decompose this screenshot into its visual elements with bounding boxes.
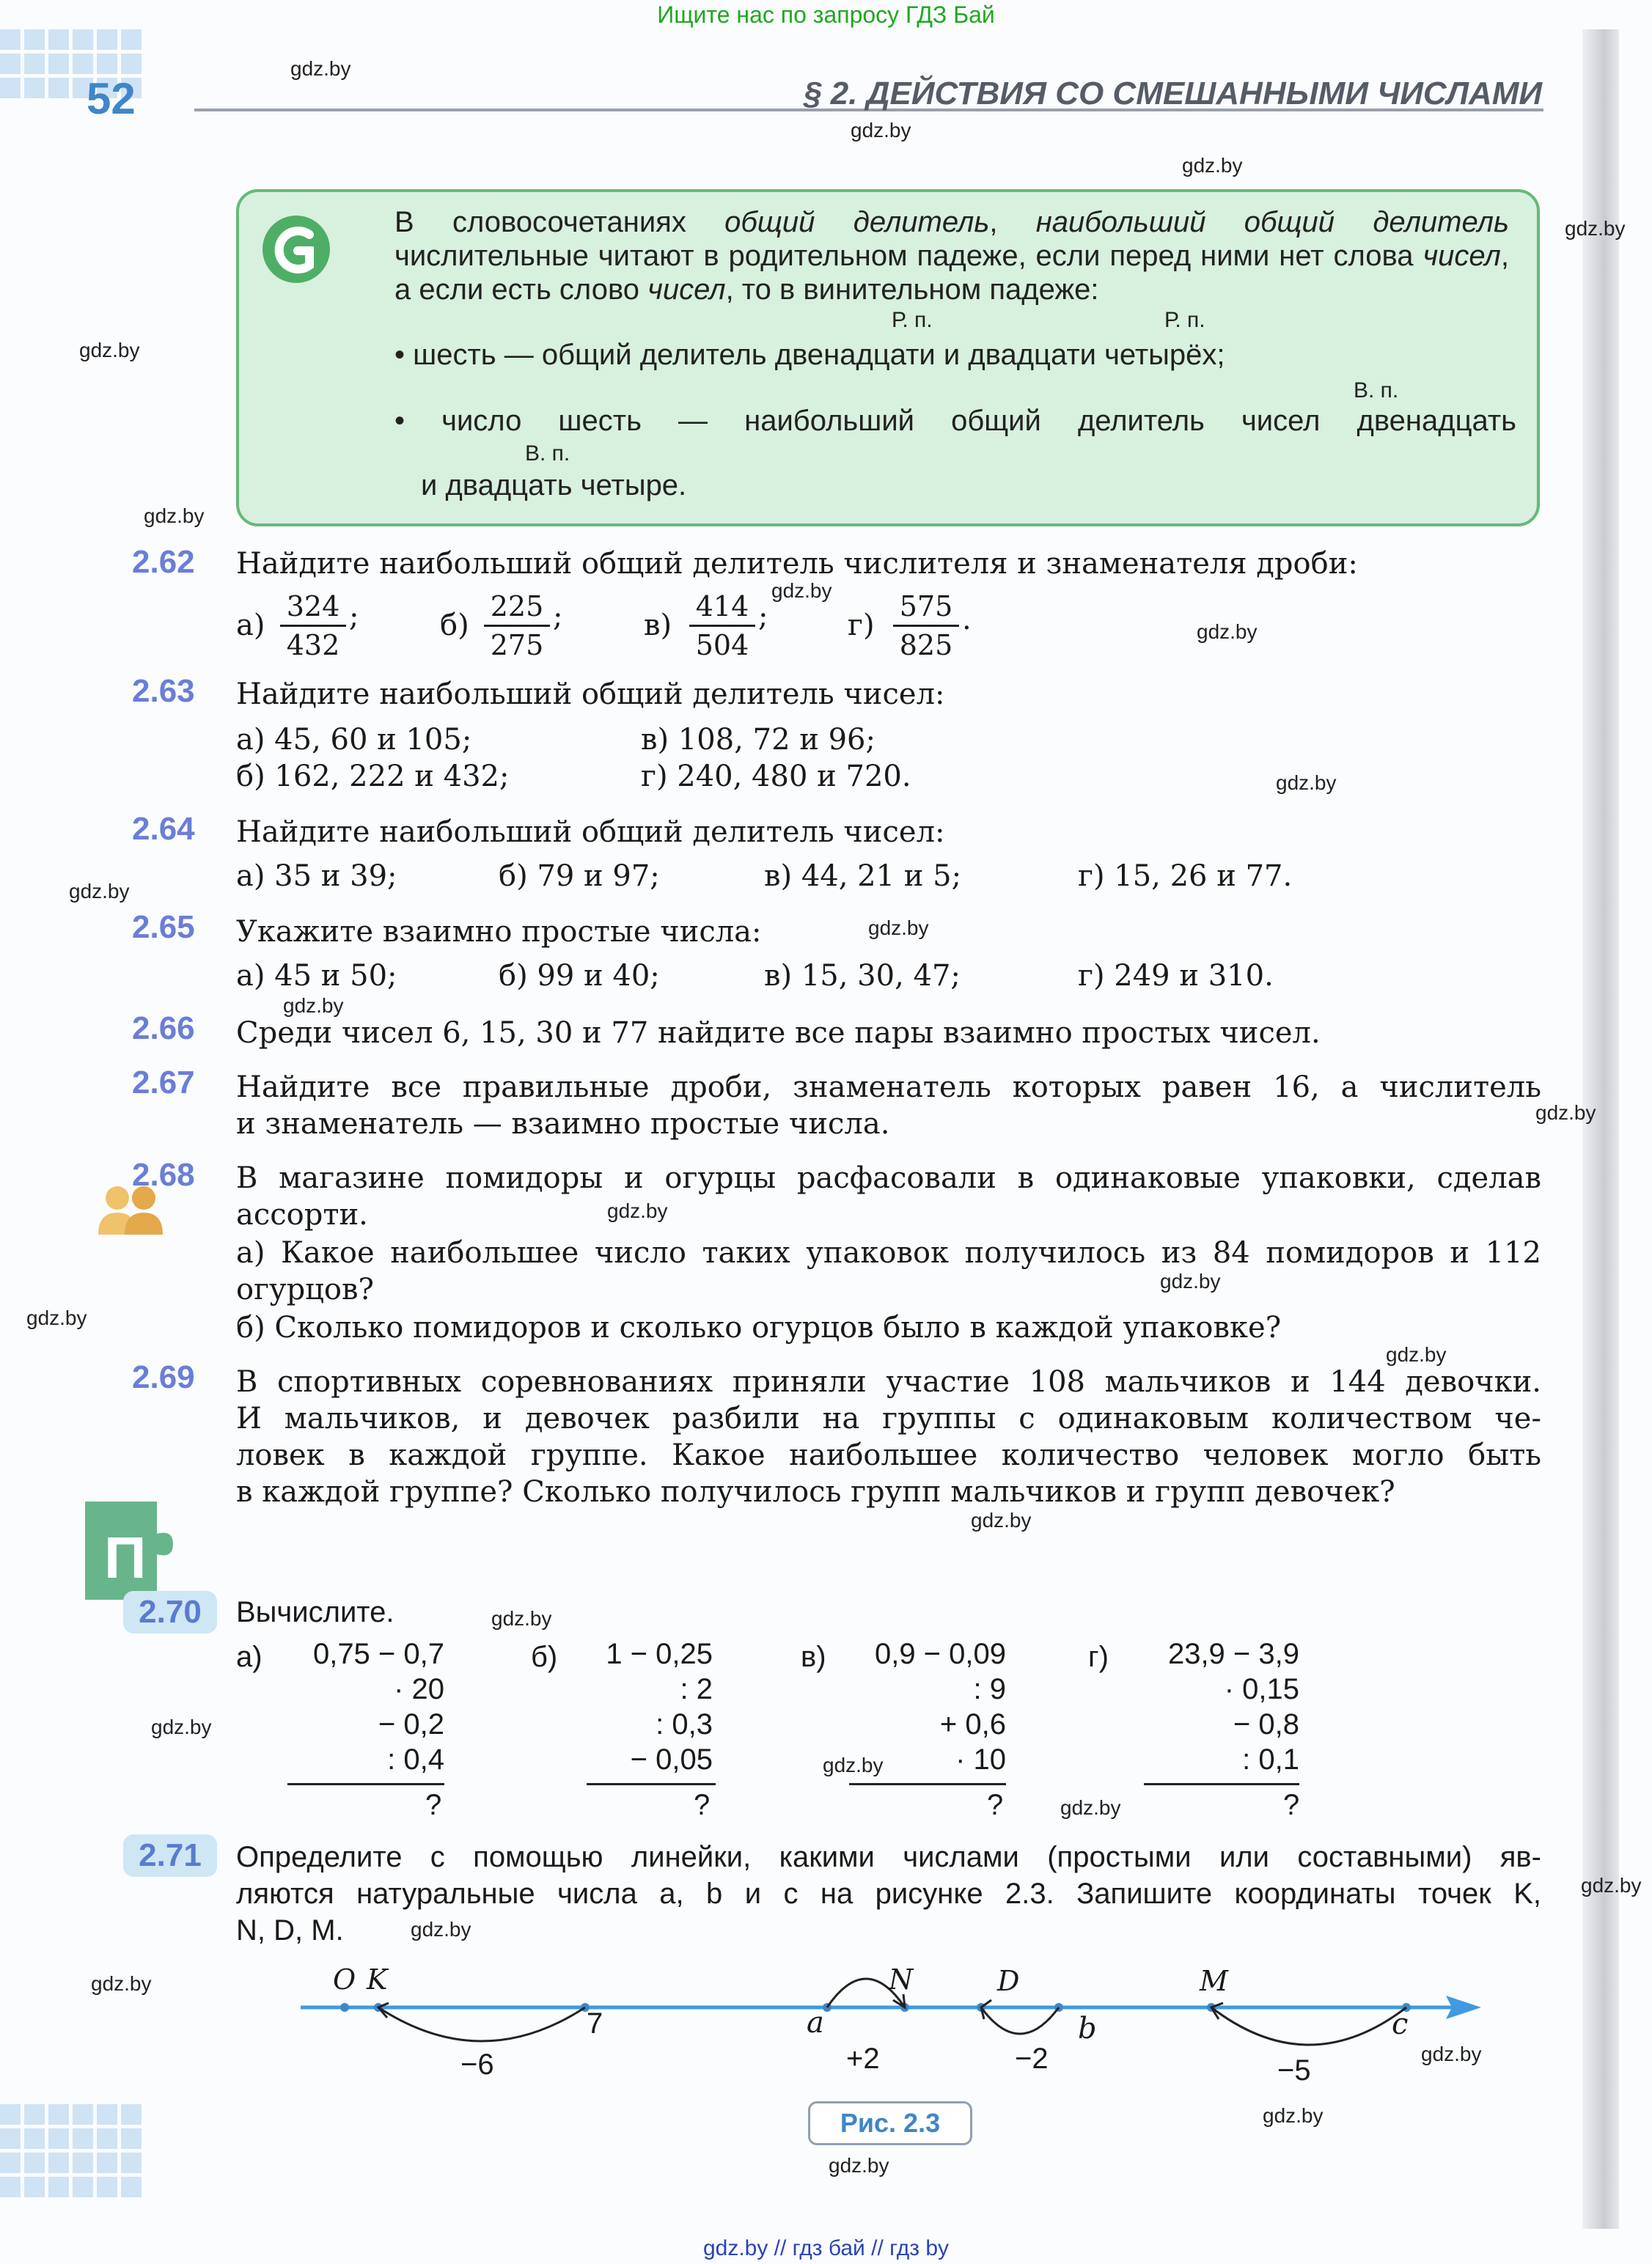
watermark: gdz.by (491, 1607, 552, 1630)
exercise-text: Вычислите. (236, 1596, 394, 1628)
label-o: O (333, 1963, 356, 1996)
watermark: gdz.by (868, 916, 929, 939)
exercise-number: 2.68 (132, 1157, 195, 1193)
repetition-puzzle-icon (79, 1496, 189, 1606)
label-plus2: +2 (846, 2043, 880, 2075)
item-label: г) (1088, 1641, 1109, 1673)
watermark: gdz.by (1565, 217, 1626, 240)
item-a: а) 45, 60 и 105; (236, 723, 472, 757)
watermark: gdz.by (411, 1918, 471, 1941)
watermark: gdz.by (1263, 2104, 1324, 2127)
label-b: b (1078, 2012, 1097, 2046)
exercise-text: ляются натуральные числа a, b и c на рисунке 2.3. Запишите координаты точек K, (236, 1878, 1541, 1910)
note-logo-icon (260, 213, 333, 286)
item-label: б) (440, 609, 469, 642)
calc-chain-a: 0,75 − 0,7 · 20 − 0,2 : 0,4 (312, 1638, 444, 1776)
watermark: gdz.by (607, 1199, 668, 1222)
watermark: gdz.by (829, 2154, 889, 2177)
exercise-text: а) Какое наибольшее число таких упаковок получилось из 84 помидоров и 112 (236, 1236, 1541, 1270)
exercise-text: N, D, M. (236, 1914, 344, 1947)
jump-arc-minus6 (378, 2007, 585, 2041)
exercise-text: ловек в каждой группе. Какое наибольшее количество человек могло быть (236, 1438, 1541, 1472)
item-label: а) (236, 1641, 263, 1673)
label-minus5: −5 (1277, 2054, 1311, 2087)
number-line-figure (279, 1958, 1496, 2104)
label-seven: 7 (587, 2007, 603, 2040)
item-g: г) 249 и 310. (1078, 959, 1274, 993)
exercise-text: огурцов? (236, 1273, 374, 1306)
watermark: gdz.by (91, 1972, 152, 1995)
label-minus2: −2 (1015, 2043, 1049, 2075)
exercise-number: 2.64 (132, 811, 195, 847)
exercise-text: Определите с помощью линейки, какими числами (простыми или составными) яв- (236, 1841, 1541, 1873)
exercise-number: 2.71 (123, 1834, 217, 1877)
exercise-text: В магазине помидоры и огурцы расфасовали в одинаковые упаковки, сделав (236, 1161, 1541, 1195)
label-n: N (889, 1963, 914, 1996)
item-label: а) (236, 609, 265, 642)
result-line (1144, 1783, 1299, 1785)
exercise-text: Найдите наибольший общий делитель чисел: (236, 677, 945, 711)
calc-chain-g: 23,9 − 3,9 · 0,15 − 0,8 : 0,1 (1167, 1638, 1299, 1776)
fraction: $\frac{414}{504}$ (689, 588, 755, 664)
case-label-vp: В. п. (525, 441, 570, 466)
exercise-number: 2.65 (132, 909, 195, 945)
label-minus6: −6 (460, 2048, 494, 2081)
item-label: в) (644, 609, 672, 642)
result-placeholder: ? (1283, 1789, 1300, 1821)
case-label-vp: В. п. (1354, 378, 1399, 403)
label-d: D (997, 1965, 1020, 1997)
watermark: gdz.by (1581, 1874, 1642, 1897)
exercise-number: 2.70 (123, 1591, 217, 1633)
jump-arc-minus5 (1211, 2007, 1409, 2045)
watermark: gdz.by (144, 504, 205, 527)
watermark: gdz.by (971, 1509, 1032, 1532)
exercise-text: и знаменатель — взаимно простые числа. (236, 1107, 890, 1141)
decorative-mosaic-bottom (0, 2104, 142, 2197)
result-line (287, 1783, 444, 1785)
page-number: 52 (87, 74, 136, 123)
section-title: § 2. ДЕЙСТВИЯ СО СМЕШАННЫМИ ЧИСЛАМИ (804, 76, 1542, 111)
separator: . (962, 603, 972, 636)
svg-text:П: П (104, 1525, 147, 1590)
item-a: а) 35 и 39; (236, 859, 397, 893)
footer-links[interactable]: gdz.by // гдз бай // гдз by (702, 2236, 950, 2260)
exercise-text: Найдите все правильные дроби, знаменатель которых равен 16, а числитель (236, 1070, 1541, 1104)
label-a: a (807, 2006, 824, 2040)
item-g: г) 15, 26 и 77. (1078, 859, 1293, 893)
watermark: gdz.by (1386, 1343, 1447, 1366)
exercise-text: Найдите наибольший общий делитель чисел: (236, 815, 945, 849)
calc-chain-v: 0,9 − 0,09 : 9 + 0,6 · 10 (874, 1638, 1006, 1776)
figure-caption: Рис. 2.3 (808, 2101, 972, 2145)
rule-note-box (236, 189, 1540, 526)
watermark: gdz.by (151, 1716, 212, 1738)
case-label-rp: Р. п. (892, 308, 933, 332)
exercise-number: 2.63 (132, 673, 195, 709)
watermark: gdz.by (1060, 1796, 1121, 1819)
watermark: gdz.by (79, 339, 140, 361)
watermark: gdz.by (1276, 771, 1337, 794)
fraction: $\frac{575}{825}$ (893, 588, 959, 664)
watermark: gdz.by (26, 1306, 87, 1329)
item-v: в) 108, 72 и 96; (641, 723, 875, 757)
item-v: в) 44, 21 и 5; (764, 859, 962, 893)
exercise-text: ассорти. (236, 1198, 368, 1232)
point-o (340, 2003, 349, 2012)
note-bullet-2-cont: и двадцать четыре. (421, 469, 687, 501)
watermark: gdz.by (1197, 620, 1258, 643)
item-label: г) (848, 609, 875, 642)
separator: ; (553, 600, 563, 633)
watermark: gdz.by (1182, 154, 1243, 177)
watermark: gdz.by (1160, 1270, 1221, 1293)
watermark: gdz.by (290, 57, 351, 80)
item-label: в) (801, 1641, 826, 1673)
watermark: gdz.by (771, 579, 832, 602)
label-m: M (1200, 1965, 1228, 1997)
note-bullet-1: • шесть — общий делитель двенадцати и двадцати четырёх; (394, 339, 1225, 371)
watermark: gdz.by (1535, 1101, 1596, 1124)
result-placeholder: ? (694, 1789, 711, 1821)
exercise-text: И мальчиков, и девочек разбили на группы с одинаковым количеством че- (236, 1402, 1541, 1436)
label-k: K (367, 1963, 388, 1996)
separator: ; (349, 600, 359, 633)
exercise-number: 2.67 (132, 1065, 195, 1100)
result-placeholder: ? (425, 1789, 442, 1821)
exercise-text: Среди чисел 6, 15, 30 и 77 найдите все пары взаимно простых чисел. (236, 1016, 1321, 1050)
result-line (587, 1783, 716, 1785)
case-label-rp: Р. п. (1164, 308, 1205, 332)
item-b: б) 99 и 40; (499, 959, 660, 993)
item-g: г) 240, 480 и 720. (641, 760, 911, 793)
watermark: gdz.by (851, 119, 911, 142)
header-note[interactable]: Ищите нас по запросу ГДЗ Бай (657, 1, 995, 28)
exercise-number: 2.62 (132, 544, 195, 580)
exercise-text: Найдите наибольший общий делитель числителя и знаменателя дроби: (236, 547, 1358, 581)
calc-chain-b: 1 − 0,25 : 2 : 0,3 − 0,05 (606, 1638, 713, 1776)
item-v: в) 15, 30, 47; (764, 959, 961, 993)
item-label: б) (531, 1641, 558, 1673)
exercise-number: 2.66 (132, 1010, 195, 1046)
result-line (849, 1783, 1006, 1785)
exercise-text: В спортивных соревнованиях приняли участие 108 мальчиков и 144 девочки. (236, 1365, 1541, 1399)
fraction: $\frac{225}{275}$ (484, 588, 550, 664)
exercise-text: б) Сколько помидоров и сколько огурцов было в каждой упаковке? (236, 1311, 1282, 1345)
item-b: б) 79 и 97; (499, 859, 660, 893)
jump-arc-minus2 (981, 2007, 1059, 2034)
item-b: б) 162, 222 и 432; (236, 760, 510, 793)
watermark: gdz.by (283, 994, 344, 1017)
separator: ; (758, 600, 768, 633)
page-gutter-shadow (1582, 29, 1619, 2229)
watermark: gdz.by (1421, 2043, 1482, 2065)
watermark: gdz.by (823, 1754, 884, 1776)
watermark: gdz.by (69, 880, 130, 903)
note-bullet-2: • число шесть — наибольший общий делитель чисел двенадцать (394, 405, 1516, 437)
label-c: c (1392, 2007, 1409, 2041)
exercise-number: 2.69 (132, 1359, 195, 1395)
item-a: а) 45 и 50; (236, 959, 397, 993)
exercise-text: Укажите взаимно простые числа: (236, 915, 762, 949)
result-placeholder: ? (987, 1789, 1004, 1821)
note-paragraph: В словосочетаниях общий делитель, наибольший общий делитель числительные читают в родительном падеже, если перед ними нет слова чисел, а если есть слово чисел, то в винительном падеже: (394, 206, 1509, 306)
exercise-text: в каждой группе? Сколько получилось групп мальчиков и групп девочек? (236, 1475, 1395, 1509)
fraction: $\frac{324}{432}$ (280, 588, 346, 664)
